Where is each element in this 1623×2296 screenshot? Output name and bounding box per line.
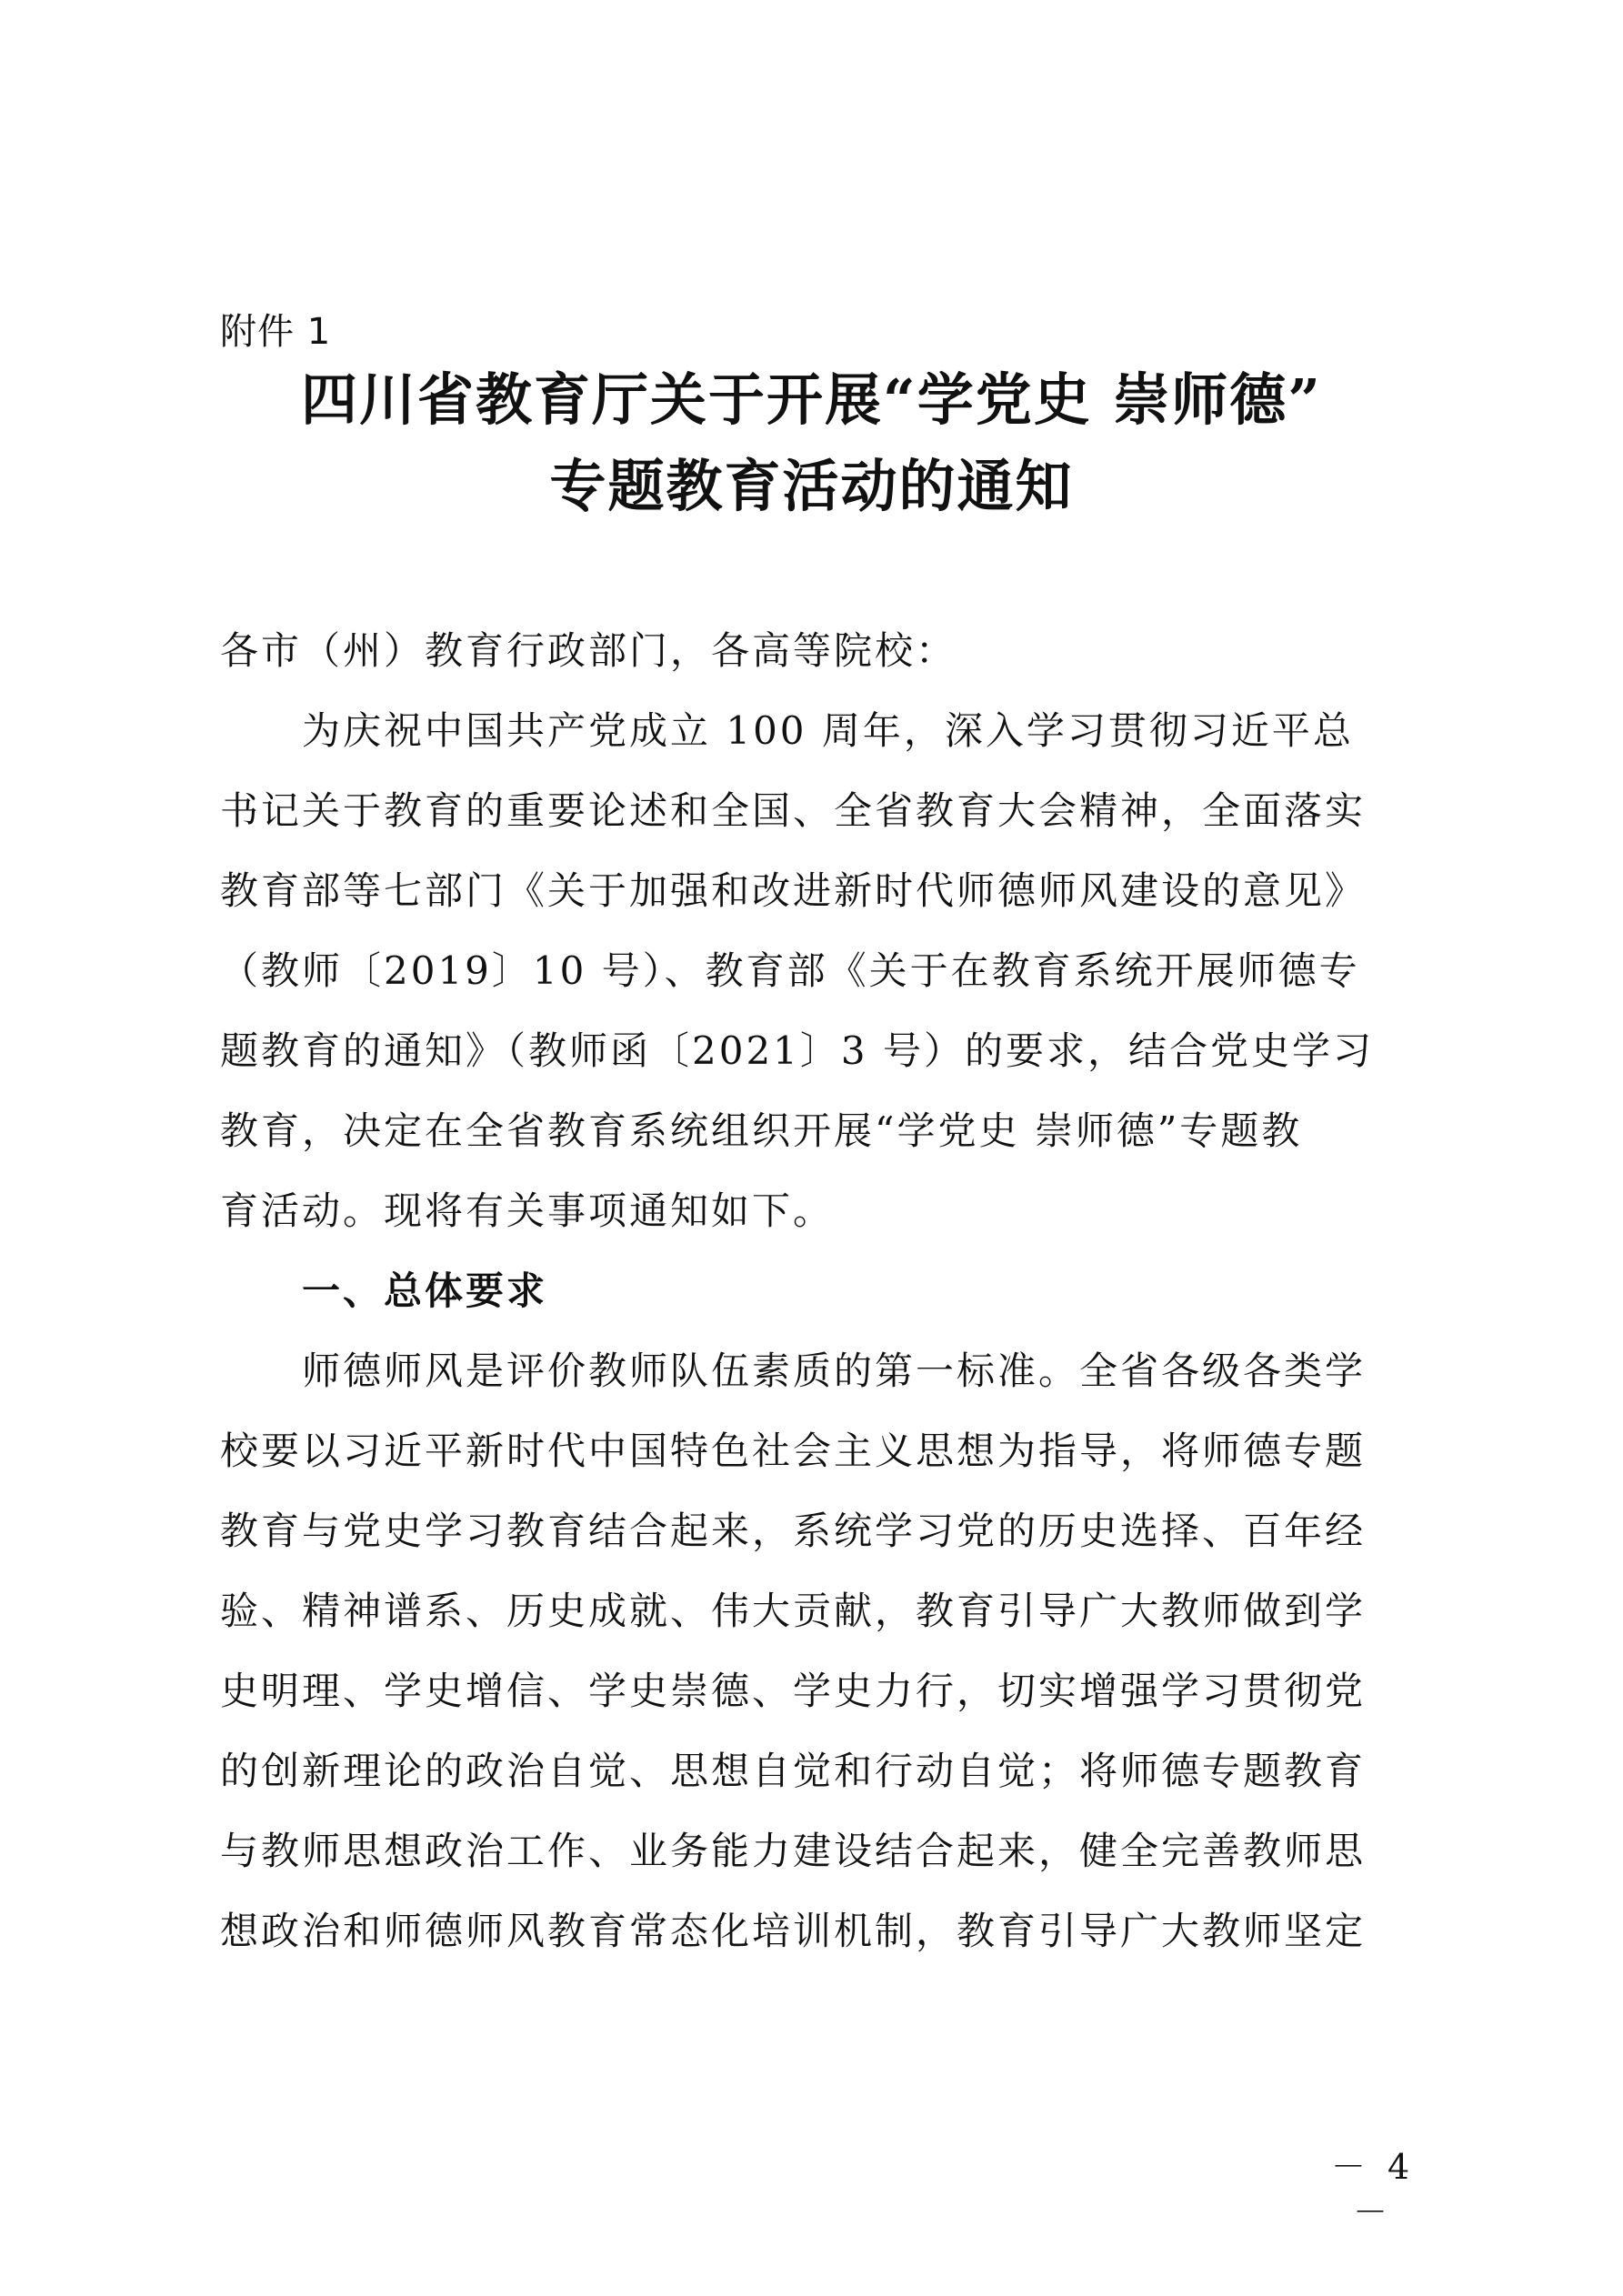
paragraph-1-line-4: （教师〔2019〕10 号）、教育部《关于在教育系统开展师德专 [220,948,1360,993]
paragraph-1-line-2: 书记关于教育的重要论述和全国、全省教育大会精神，全面落实 [220,788,1367,833]
attachment-label: 附件 1 [220,311,332,353]
paragraph-1-line-3: 教育部等七部门《关于加强和改进新时代师德师风建设的意见》 [220,868,1367,913]
paragraph-2-line-5: 史明理、学史增信、学史崇德、学史力行，切实增强学习贯彻党 [220,1669,1367,1713]
paragraph-2-line-4: 验、精神谱系、历史成就、伟大贡献，教育引导广大教师做到学 [220,1589,1367,1633]
document-title-line-2: 专题教育活动的通知 [549,453,1074,519]
section-heading: 一、总体要求 [302,1268,548,1313]
paragraph-1-line-7: 育活动。现将有关事项通知如下。 [220,1188,835,1233]
paragraph-1-line-6: 教育，决定在全省教育系统组织开展“学党史 崇师德”专题教 [220,1108,1303,1153]
paragraph-2-line-1: 师德师风是评价教师队伍素质的第一标准。全省各级各类学 [220,1349,1367,1393]
paragraph-1-line-5: 题教育的通知》（教师函〔2021〕3 号）的要求，结合党史学习 [220,1028,1374,1073]
paragraph-2-line-6: 的创新理论的政治自觉、思想自觉和行动自觉；将师德专题教育 [220,1749,1367,1793]
paragraph-1-line-1: 为庆祝中国共产党成立 100 周年，深入学习贯彻习近平总 [220,708,1354,753]
paragraph-2-line-2: 校要以习近平新时代中国特色社会主义思想为指导，将师德专题 [220,1429,1367,1473]
page-number: － 4 － [1330,2147,1416,2232]
paragraph-2-line-8: 想政治和师德师风教育常态化培训机制，教育引导广大教师坚定 [220,1909,1367,1953]
document-title-line-1: 四川省教育厅关于开展“学党史 崇师德” [301,366,1322,433]
paragraph-2-line-3: 教育与党史学习教育结合起来，系统学习党的历史选择、百年经 [220,1509,1367,1553]
paragraph-2-line-7: 与教师思想政治工作、业务能力建设结合起来，健全完善教师思 [220,1829,1367,1873]
salutation: 各市（州）教育行政部门，各高等院校： [220,628,957,673]
